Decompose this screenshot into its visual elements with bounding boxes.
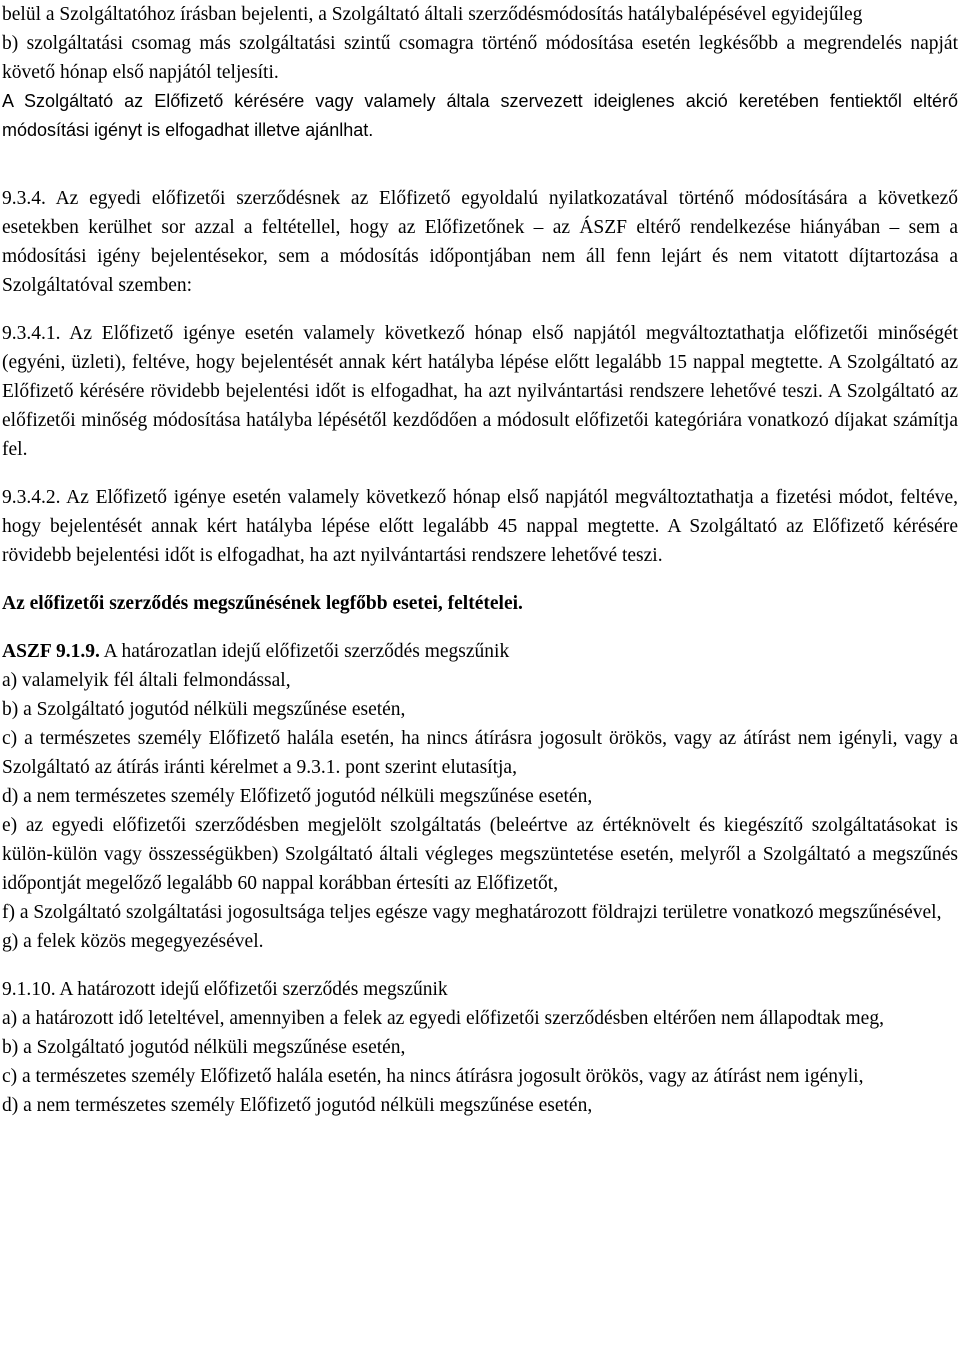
list-item: e) az egyedi előfizetői szerződésben megjelölt szolgáltatás (beleértve az értéknövelt és kiegészítő szolgáltatásokat is külön-külön vagy összességükben) Szolgáltató általi végleges megszüntetése esetén, melyről a Szolgáltató a megszűnés időpontját megelőző legalább 60 nappal korábban értesíti az Előfizetőt, xyxy=(2,815,958,894)
list-item: c) a természetes személy Előfizető halála esetén, ha nincs átírásra jogosult örökös, vagy az átírást nem igényli, xyxy=(2,1066,864,1087)
paragraph-continuation: belül a Szolgáltatóhoz írásban bejelenti, a Szolgáltató általi szerződésmódosítás hatálybalépésével egyidejűleg xyxy=(2,4,863,25)
list-item: a) valamelyik fél általi felmondással, xyxy=(2,670,291,691)
section-9-1-10-intro: 9.1.10. A határozott idejű előfizetői szerződés megszűnik xyxy=(2,979,448,1000)
paragraph-item-b: b) szolgáltatási csomag más szolgáltatási szintű csomagra történő módosítása esetén legkésőbb a megrendelés napját követő hónap első napjától teljesíti. xyxy=(2,33,958,83)
list-item: d) a nem természetes személy Előfizető jogutód nélküli megszűnése esetén, xyxy=(2,1095,593,1116)
section-9-1-9-intro xyxy=(2,637,958,666)
list-item: a) a határozott idő leteltével, amennyiben a felek az egyedi előfizetői szerződésben eltérően nem állapodtak meg, xyxy=(2,1008,884,1029)
list-item: g) a felek közös megegyezésével. xyxy=(2,931,264,952)
list-item: c) a természetes személy Előfizető halála esetén, ha nincs átírásra jogosult örökös, vagy az átírást nem igényli, vagy a Szolgáltató az átírás iránti kérelmet a 9.3.1. pont szerint elutasítja, xyxy=(2,728,958,778)
list-item: f) a Szolgáltató szolgáltatási jogosultsága teljes egésze vagy meghatározott földrajzi területre vonatkozó megszűnésével, xyxy=(2,902,942,923)
list-item: d) a nem természetes személy Előfizető jogutód nélküli megszűnése esetén, xyxy=(2,786,593,807)
list-item: b) a Szolgáltató jogutód nélküli megszűnése esetén, xyxy=(2,1037,406,1058)
section-label: ASZF 9.1.9. xyxy=(2,641,100,662)
section-intro-text: A határozatlan idejű előfizetői szerződés megszűnik xyxy=(99,641,510,662)
section-heading: Az előfizetői szerződés megszűnésének legfőbb esetei, feltételei. xyxy=(2,593,523,614)
section-9-3-4: 9.3.4. Az egyedi előfizetői szerződésnek az Előfizető egyoldalú nyilatkozatával történő módosítására a következő esetekben kerülhet sor azzal a feltétellel, hogy az Előfizetőnek – az ÁSZF eltérő rendelkezése hiányában – sem a módosítási igény bejelentésekor, sem a módosítás időpontjában nem áll fenn lejárt és nem vitatott díjtartozása a Szolgáltatóval szemben: xyxy=(2,188,958,296)
section-9-3-4-2: 9.3.4.2. Az Előfizető igénye esetén valamely következő hónap első napjától megváltoztathatja a fizetési módot, feltéve, hogy bejelentését annak kért hatályba lépése előtt legalább 45 nappal megtette. A Szolgáltató az Előfizető kérésére rövidebb bejelentési időt is elfogadhat, ha azt nyilvántartási rendszere lehetővé teszi. xyxy=(2,487,958,566)
paragraph-alternative-request: A Szolgáltató az Előfizető kérésére vagy valamely általa szervezett ideiglenes akció keretében fentiektől eltérő módosítási igényt is elfogadhat illetve ajánlhat. xyxy=(2,91,958,140)
section-9-3-4-1: 9.3.4.1. Az Előfizető igénye esetén valamely következő hónap első napjától megváltoztathatja előfizetői minőségét (egyéni, üzleti), feltéve, hogy bejelentését annak kért hatályba lépése előtt legalább 15 nappal megtette. A Szolgáltató az Előfizető kérésére rövidebb bejelentési időt is elfogadhat, ha azt nyilvántartási rendszere lehetővé teszi. A Szolgáltató az előfizetői minőség módosítása hatályba lépésétől kezdődően a módosult előfizetői kategóriára vonatkozó díjakat számítja fel. xyxy=(2,323,958,460)
list-item: b) a Szolgáltató jogutód nélküli megszűnése esetén, xyxy=(2,699,406,720)
